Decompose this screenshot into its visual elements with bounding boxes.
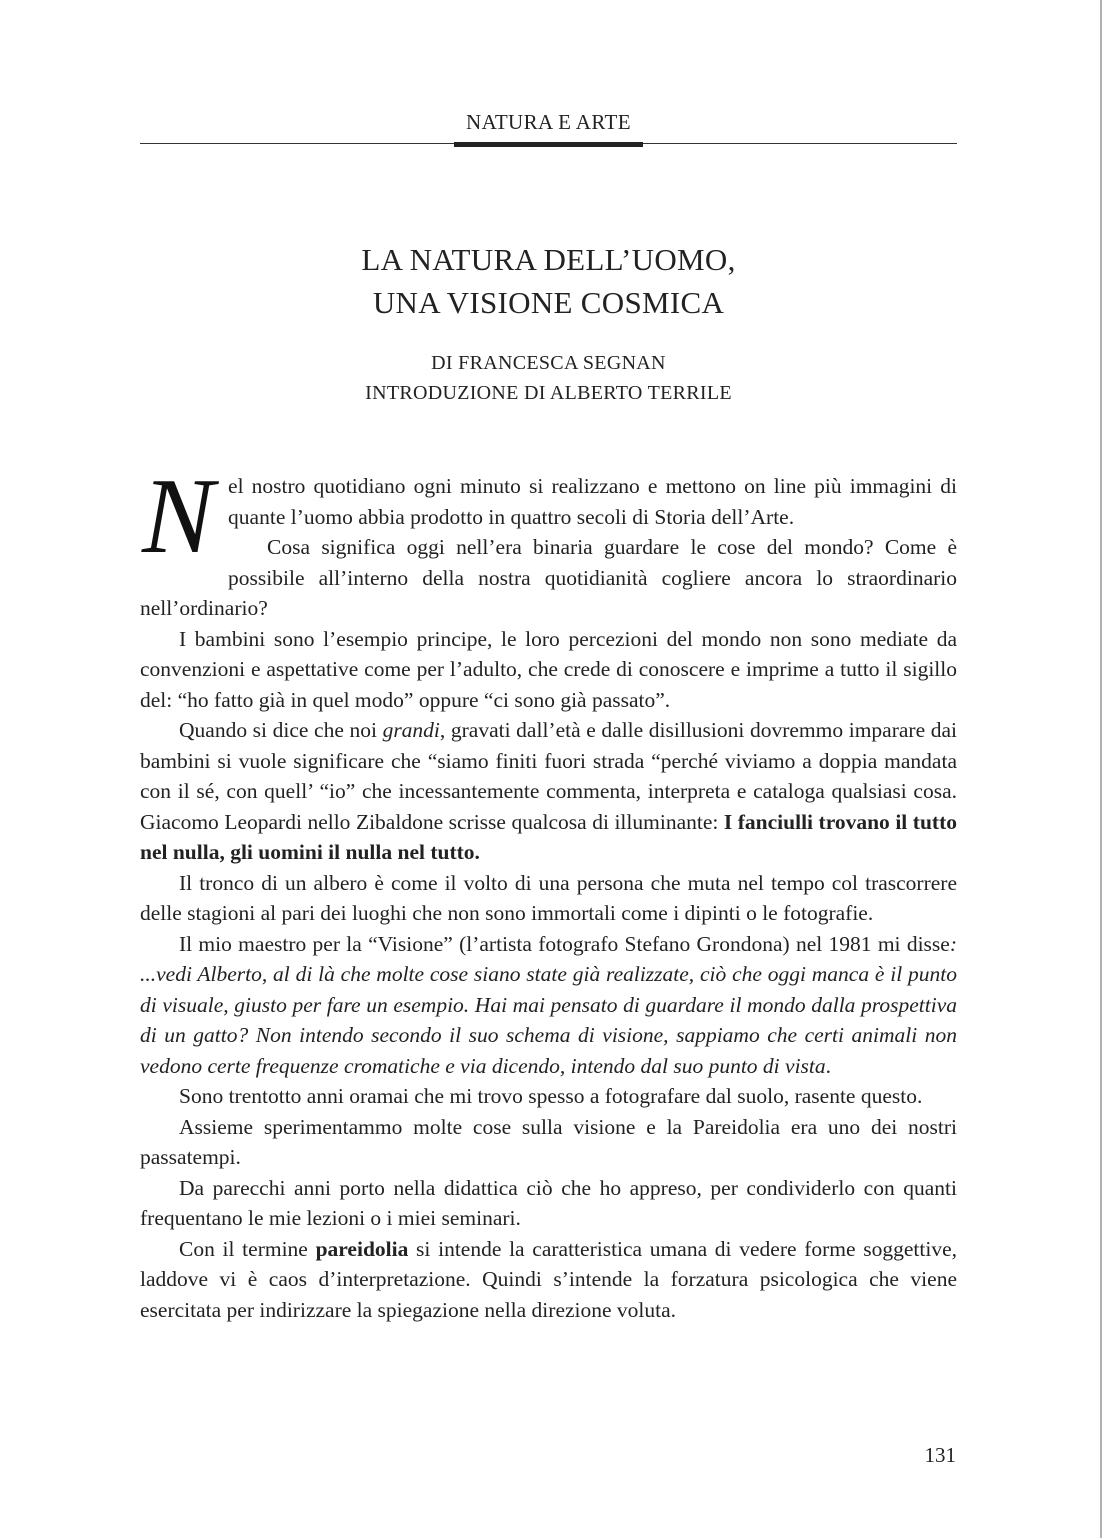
paragraph: I bambini sono l’esempio principe, le loro percezioni del mondo non sono mediate da convenzioni e aspettative come per l’adulto, che crede di conoscere e imprime a tutto il sigillo del: “ho fatto già in quel modo” oppure “ci sono già passato”.	[140, 626, 957, 712]
paragraph: Sono trentotto anni oramai che mi trovo spesso a fotografare dal suolo, rasente questo.	[179, 1084, 923, 1108]
title-line-2: UNA VISIONE COSMICA	[372, 285, 725, 320]
article-body	[140, 457, 958, 1325]
bold-term: pareidolia	[315, 1236, 409, 1261]
paragraph	[140, 929, 957, 1082]
grondona-quote: : ...vedi Alberto, al di là che molte cose siano state già realizzate, ciò che oggi manca è il punto di visuale, giusto per fare un esempio. Hai mai pensato di guardare il mondo dalla prospettiva di un gatto? Non intendo secondo il suo schema di visione, sappiamo che certi animali non vedono certe frequenze cromatiche e via dicendo, intendo dal suo punto di vista	[140, 931, 957, 1078]
paragraph-text: Con il termine	[179, 1236, 316, 1261]
paragraph: Assieme sperimentammo molte cose sulla visione e la Pareidolia era uno dei nostri passatempi.	[140, 1114, 957, 1169]
paragraph: Il tronco di un albero è come il volto di una persona che muta nel tempo col trascorrere delle stagioni al pari dei luoghi che non sono immortali come i dipinti o le fotografie.	[140, 870, 957, 925]
paragraph-text: .	[825, 1053, 832, 1078]
paragraph-text: si intende la caratteristica umana di vedere forme soggettive, laddove vi è caos d’interpretazione. Quindi s’intende la forzatura psicologica che viene esercitata per indirizzare la spiegazione nella direzione voluta.	[140, 1236, 958, 1322]
running-head: NATURA E ARTE	[466, 110, 631, 134]
paragraph	[140, 457, 957, 576]
author-line: DI FRANCESCA SEGNAN	[431, 352, 666, 374]
paragraph: Cosa significa oggi nell’era binaria guardare le cose del mondo? Come è possibile all’interno della nostra quotidianità cogliere ancora lo straordinario nell’ordinario?	[140, 535, 957, 620]
introduction-line: INTRODUZIONE DI ALBERTO TERRILE	[365, 382, 732, 404]
italic-text: grandi	[382, 718, 440, 742]
paragraph: Da parecchi anni porto nella didattica ciò che ho appreso, per condividerlo con quanti frequentano le mie lezioni o i miei seminari.	[140, 1175, 957, 1230]
paragraph	[140, 1234, 957, 1326]
article-title	[140, 238, 957, 324]
paragraph-text: Quando si dice che noi	[179, 718, 383, 742]
leopardi-quote: I fanciulli trovano il tutto nel nulla, gli uomini il nulla nel tutto.	[140, 809, 957, 864]
paragraph	[140, 715, 957, 868]
drop-cap: N	[142, 457, 215, 576]
paragraph-text: Il mio maestro per la “Visione” (l’artista fotografo Stefano Grondona) nel 1981 mi disse	[179, 931, 950, 956]
page-number: 131	[924, 1443, 956, 1467]
paragraph-text: , gravati dall’età e dalle disillusioni dovremmo imparare dai bambini si vuole significare che “siamo finiti fuori strada “perché viviamo a doppia mandata con il sé, con quell’ “io” che incessantemente commenta, interpreta e cataloga qualsiasi cosa. Giacomo Leopardi nello Zibaldone scrisse qualcosa di illuminante:	[140, 718, 957, 834]
paragraph-text: el nostro quotidiano ogni minuto si realizzano e mettono on line più immagini di quante l’uomo abbia prodotto in quattro secoli di Storia dell’Arte.	[228, 474, 957, 529]
header-rule-accent	[454, 142, 643, 147]
title-line-1: LA NATURA DELL’UOMO,	[361, 242, 736, 277]
byline	[140, 348, 957, 408]
